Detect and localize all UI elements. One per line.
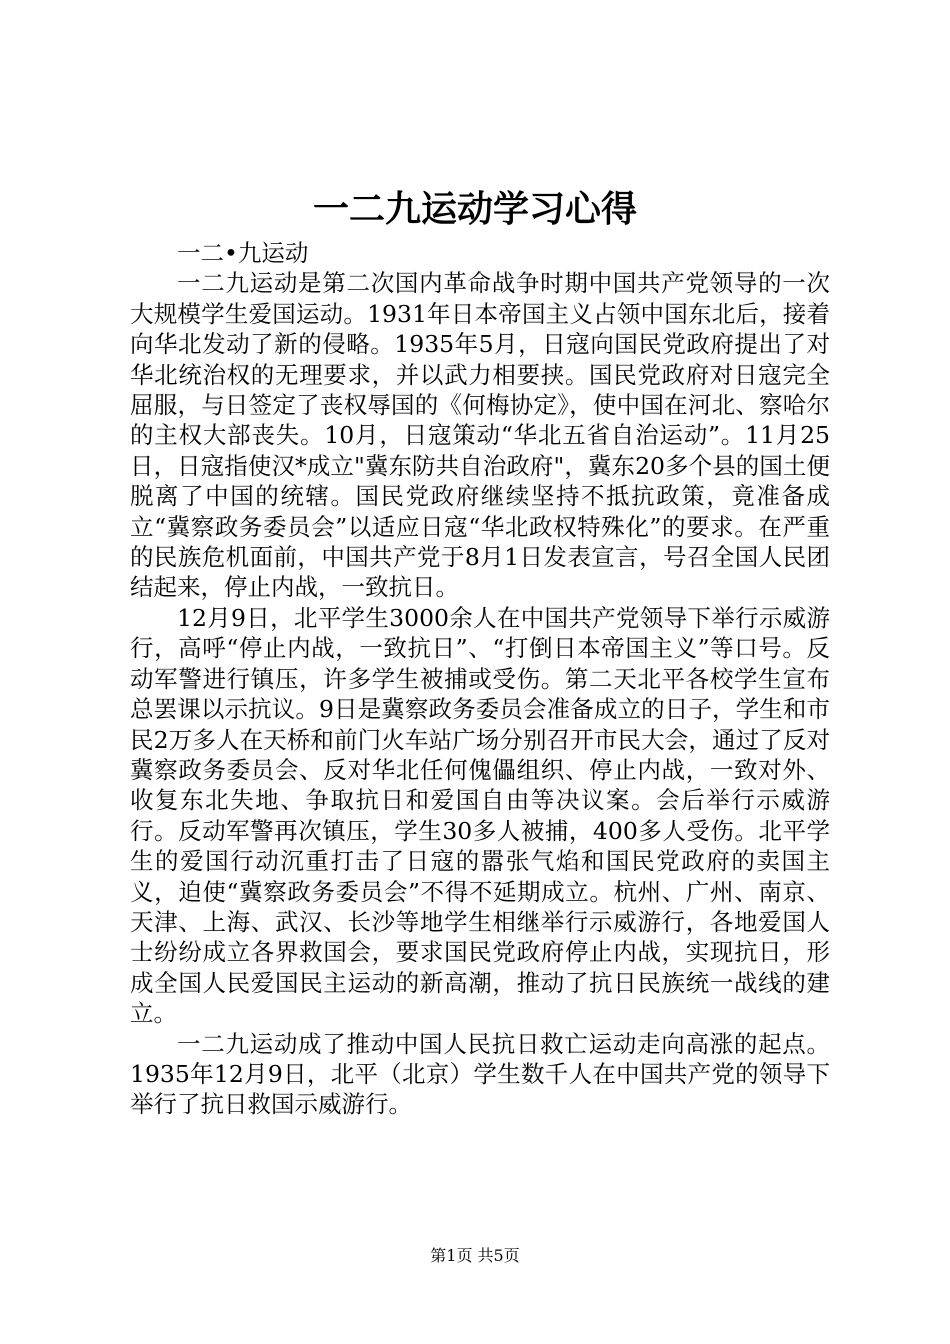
paragraph: 一二九运动成了推动中国人民抗日救亡运动走向高涨的起点。1935年12月9日，北平（北京）学生数千人在中国共产党的领导下举行了抗日救国示威游行。 xyxy=(130,1029,830,1119)
page-number-footer: 第1页 共5页 xyxy=(430,1246,520,1265)
document-title: 一二九运动学习心得 xyxy=(312,188,637,230)
paragraph: 一二九运动是第二次国内革命战争时期中国共产党领导的一次大规模学生爱国运动。1931年日本帝国主义占领中国东北后，接着向华北发动了新的侵略。1935年5月，日寇向国民党政府提出了对华北统治权的无理要求，并以武力相要挟。国民党政府对日寇完全屈服，与日签定了丧权辱国的《何梅协定》，使中国在河北、察哈尔的主权大部丧失。10月，日寇策动“华北五省自治运动”。11月25日，日寇指使汉*成立"冀东防共自治政府"，冀东20多个县的国土便脱离了中国的统辖。国民党政府继续坚持不抵抗政策，竟准备成立“冀察政务委员会”以适应日寇“华北政权特殊化”的要求。在严重的民族危机面前，中国共产党于8月1日发表宣言，号召全国人民团结起来，停止内战，一致抗日。 xyxy=(130,269,830,602)
paragraph-heading: 一二•九运动 xyxy=(177,239,309,267)
paragraph: 12月9日，北平学生3000余人在中国共产党领导下举行示威游行，高呼“停止内战，一致抗日”、“打倒日本帝国主义”等口号。反动军警进行镇压，许多学生被捕或受伤。第二天北平各校学生宣布总罢课以示抗议。9日是冀察政务委员会准备成立的日子，学生和市民2万多人在天桥和前门火车站广场分别召开市民大会，通过了反对冀察政务委员会、反对华北任何傀儡组织、停止内战，一致对外、收复东北失地、争取抗日和爱国自由等决议案。会后举行示威游行。反动军警再次镇压，学生30多人被捕，400多人受伤。北平学生的爱国行动沉重打击了日寇的嚣张气焰和国民党政府的卖国主义，迫使“冀察政务委员会”不得不延期成立。杭州、广州、南京、天津、上海、武汉、长沙等地学生相继举行示威游行，各地爱国人士纷纷成立各界救国会，要求国民党政府停止内战，实现抗日，形成全国人民爱国民主运动的新高潮，推动了抗日民族统一战线的建立。 xyxy=(130,603,830,1028)
document-body xyxy=(130,238,830,1120)
